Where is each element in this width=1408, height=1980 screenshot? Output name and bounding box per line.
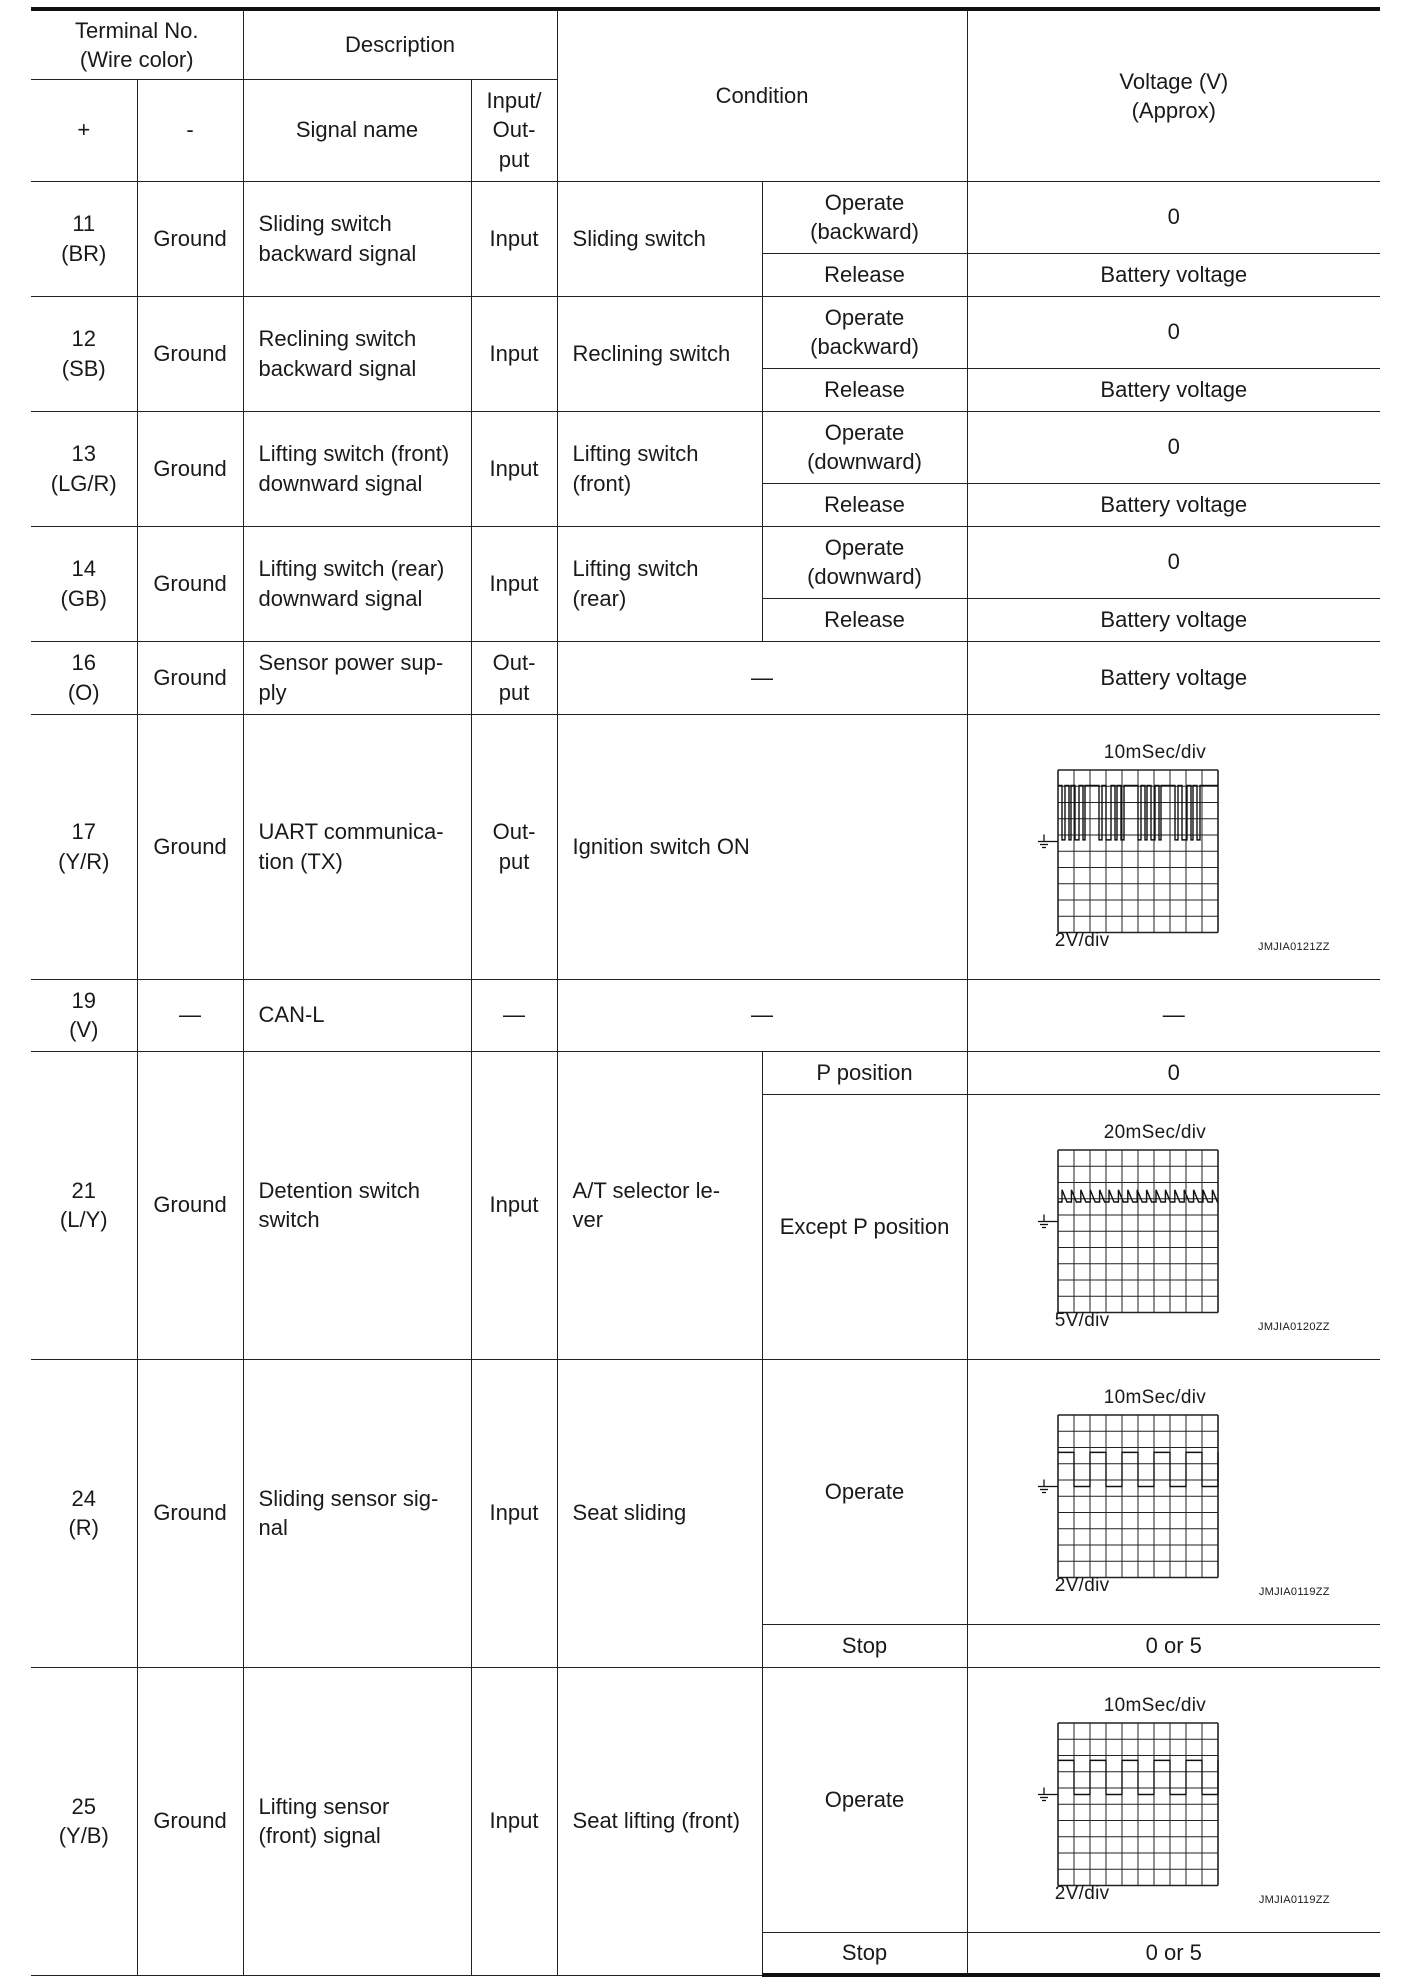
terminal-cell: 21 (L/Y): [31, 1051, 137, 1359]
condition-state-cell: Release: [762, 368, 967, 411]
ground-cell: Ground: [137, 181, 243, 296]
table-row: [31, 714, 1380, 979]
voltage-cell: —: [967, 979, 1380, 1051]
voltage-cell: Battery voltage: [967, 598, 1380, 641]
waveform-trace: [1058, 1452, 1218, 1486]
voltage-cell: [967, 714, 1380, 979]
voltage-cell: [967, 1094, 1380, 1359]
figure-code: JMJIA0121ZZ: [1258, 940, 1330, 953]
signal-name-cell: Lifting switch (front) downward signal: [243, 411, 471, 526]
voltage-division-label: 2V/div: [1054, 1575, 1110, 1597]
voltage-cell: 0 or 5: [967, 1624, 1380, 1667]
voltage-cell: Battery voltage: [967, 253, 1380, 296]
voltage-cell: 0: [967, 526, 1380, 598]
waveform-trace: [1058, 1760, 1218, 1794]
header-voltage: Voltage (V) (Approx): [967, 9, 1380, 181]
condition-cell: —: [557, 979, 967, 1051]
header-terminal: Terminal No. (Wire color): [31, 9, 243, 79]
voltage-cell: 0: [967, 181, 1380, 253]
table-row: [31, 1359, 1380, 1624]
terminal-cell: 25 (Y/B): [31, 1667, 137, 1975]
ground-cell: Ground: [137, 1051, 243, 1359]
io-cell: Input: [471, 1667, 557, 1975]
signal-name-cell: CAN-L: [243, 979, 471, 1051]
condition-state-cell: Stop: [762, 1932, 967, 1975]
ground-cell: —: [137, 979, 243, 1051]
ground-cell: Ground: [137, 296, 243, 411]
oscilloscope-waveform: [1024, 1116, 1330, 1338]
voltage-cell: 0: [967, 411, 1380, 483]
io-cell: Input: [471, 181, 557, 296]
time-division-label: 20mSec/div: [1103, 1121, 1207, 1143]
signal-name-cell: Sliding switch backward signal: [243, 181, 471, 296]
header-condition: Condition: [557, 9, 967, 181]
waveform-graphic: [1024, 1381, 1324, 1603]
header-signal-name: Signal name: [243, 79, 471, 181]
condition-cell: Reclining switch: [557, 296, 762, 411]
time-division-label: 10mSec/div: [1103, 1694, 1207, 1716]
io-cell: —: [471, 979, 557, 1051]
condition-cell: Lifting switch (rear): [557, 526, 762, 641]
voltage-division-label: 2V/div: [1054, 930, 1110, 952]
header-description: Description: [243, 9, 557, 79]
terminal-cell: 24 (R): [31, 1359, 137, 1667]
table-row: [31, 1667, 1380, 1932]
ground-cell: Ground: [137, 1667, 243, 1975]
condition-state-cell: Release: [762, 483, 967, 526]
io-cell: Input: [471, 1359, 557, 1667]
io-cell: Out- put: [471, 714, 557, 979]
table-row: [31, 411, 1380, 483]
time-division-label: 10mSec/div: [1103, 1386, 1207, 1408]
condition-cell: —: [557, 641, 967, 714]
condition-state-cell: Operate (downward): [762, 411, 967, 483]
condition-state-cell: Operate (downward): [762, 526, 967, 598]
condition-state-cell: Operate (backward): [762, 181, 967, 253]
table-row: [31, 1051, 1380, 1094]
signal-name-cell: UART communica- tion (TX): [243, 714, 471, 979]
terminal-spec-table: [31, 7, 1380, 1977]
signal-name-cell: Lifting sensor (front) signal: [243, 1667, 471, 1975]
signal-name-cell: Sliding sensor sig- nal: [243, 1359, 471, 1667]
header-plus: +: [31, 79, 137, 181]
ground-cell: Ground: [137, 641, 243, 714]
condition-state-cell: Release: [762, 253, 967, 296]
signal-name-cell: Reclining switch backward signal: [243, 296, 471, 411]
waveform-graphic: [1024, 736, 1324, 958]
header-minus: -: [137, 79, 243, 181]
voltage-cell: [967, 1667, 1380, 1932]
waveform-graphic: [1024, 1689, 1324, 1911]
condition-cell: A/T selector le- ver: [557, 1051, 762, 1359]
ground-cell: Ground: [137, 526, 243, 641]
figure-code: JMJIA0120ZZ: [1258, 1320, 1330, 1333]
condition-state-cell: Stop: [762, 1624, 967, 1667]
condition-state-cell: P position: [762, 1051, 967, 1094]
condition-state-cell: Operate: [762, 1359, 967, 1624]
io-cell: Out- put: [471, 641, 557, 714]
terminal-cell: 11 (BR): [31, 181, 137, 296]
oscilloscope-waveform: [1024, 1381, 1330, 1603]
signal-name-cell: Detention switch switch: [243, 1051, 471, 1359]
oscilloscope-waveform: [1024, 736, 1330, 958]
condition-cell: Lifting switch (front): [557, 411, 762, 526]
voltage-division-label: 2V/div: [1054, 1883, 1110, 1905]
signal-name-cell: Sensor power sup- ply: [243, 641, 471, 714]
condition-state-cell: Except P position: [762, 1094, 967, 1359]
condition-state-cell: Operate: [762, 1667, 967, 1932]
voltage-division-label: 5V/div: [1054, 1310, 1110, 1332]
terminal-cell: 13 (LG/R): [31, 411, 137, 526]
table-row: [31, 526, 1380, 598]
table-row: [31, 641, 1380, 714]
voltage-cell: 0: [967, 296, 1380, 368]
voltage-cell: Battery voltage: [967, 483, 1380, 526]
voltage-cell: Battery voltage: [967, 368, 1380, 411]
io-cell: Input: [471, 1051, 557, 1359]
voltage-cell: [967, 1359, 1380, 1624]
condition-cell: Seat lifting (front): [557, 1667, 762, 1975]
voltage-cell: Battery voltage: [967, 641, 1380, 714]
condition-cell: Ignition switch ON: [557, 714, 967, 979]
io-cell: Input: [471, 411, 557, 526]
terminal-cell: 12 (SB): [31, 296, 137, 411]
signal-name-cell: Lifting switch (rear) downward signal: [243, 526, 471, 641]
terminal-cell: 16 (O): [31, 641, 137, 714]
table-row: [31, 979, 1380, 1051]
voltage-cell: 0: [967, 1051, 1380, 1094]
ground-cell: Ground: [137, 714, 243, 979]
io-cell: Input: [471, 296, 557, 411]
table-row: [31, 296, 1380, 368]
ground-cell: Ground: [137, 1359, 243, 1667]
header-io: Input/ Out- put: [471, 79, 557, 181]
terminal-cell: 14 (GB): [31, 526, 137, 641]
terminal-cell: 17 (Y/R): [31, 714, 137, 979]
io-cell: Input: [471, 526, 557, 641]
header-row: [31, 9, 1380, 79]
condition-state-cell: Release: [762, 598, 967, 641]
figure-code: JMJIA0119ZZ: [1258, 1893, 1330, 1906]
table-row: [31, 181, 1380, 253]
waveform-graphic: [1024, 1116, 1324, 1338]
figure-code: JMJIA0119ZZ: [1258, 1585, 1330, 1598]
oscilloscope-waveform: [1024, 1689, 1330, 1911]
waveform-trace: [1058, 785, 1218, 839]
ground-cell: Ground: [137, 411, 243, 526]
condition-cell: Sliding switch: [557, 181, 762, 296]
condition-state-cell: Operate (backward): [762, 296, 967, 368]
voltage-cell: 0 or 5: [967, 1932, 1380, 1975]
condition-cell: Seat sliding: [557, 1359, 762, 1667]
time-division-label: 10mSec/div: [1103, 741, 1207, 763]
terminal-cell: 19 (V): [31, 979, 137, 1051]
